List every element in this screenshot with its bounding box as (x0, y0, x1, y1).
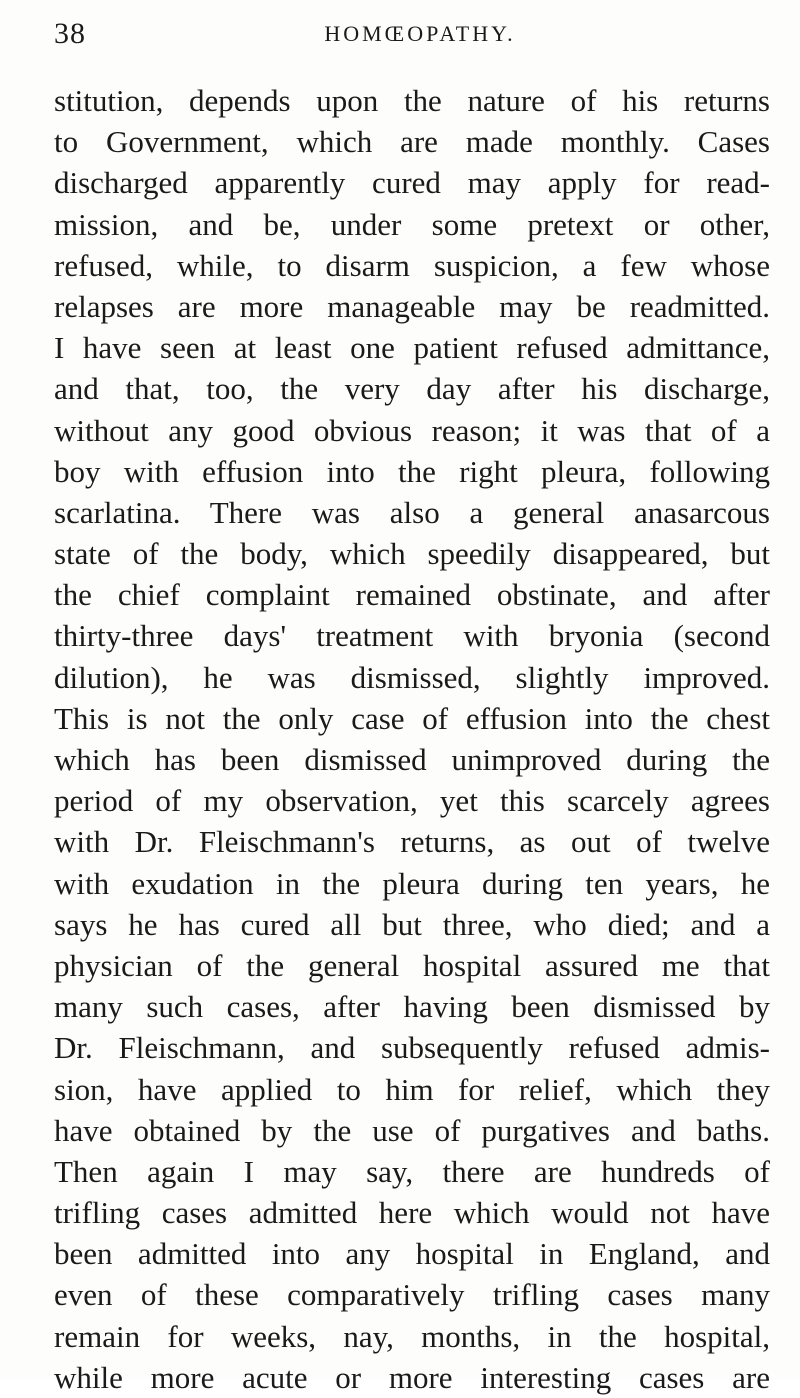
text-line: while more acute or more interesting cases are (54, 1359, 770, 1395)
text-line: period of my observation, yet this scarcely agrees (54, 783, 770, 819)
text-line: have obtained by the use of purgatives and baths. (54, 1112, 770, 1148)
text-line: Dr. Fleischmann, and subsequently refused admis- (54, 1030, 770, 1066)
text-line: refused, while, to disarm suspicion, a few whose (54, 247, 770, 283)
text-line: the chief complaint remained obstinate, and after (54, 577, 770, 613)
text-line: remain for weeks, nay, months, in the hospital, (54, 1318, 770, 1354)
text-line: without any good obvious reason; it was that of a (54, 412, 770, 448)
text-line: boy with effusion into the right pleura, following (54, 453, 770, 489)
text-line: Then again I may say, there are hundreds of (54, 1153, 770, 1189)
text-line: I have seen at least one patient refused admittance, (54, 330, 770, 366)
text-line: discharged apparently cured may apply for read- (54, 165, 770, 201)
text-line: dilution), he was dismissed, slightly improved. (54, 659, 770, 695)
text-line: relapses are more manageable may be readmitted. (54, 288, 770, 324)
text-line: which has been dismissed unimproved during the (54, 742, 770, 777)
text-line: state of the body, which speedily disappeared, but (54, 536, 770, 572)
text-line: stitution, depends upon the nature of his returns (54, 83, 770, 118)
body-text (54, 80, 770, 1398)
running-title: HOMŒOPATHY. (324, 21, 516, 46)
text-line: says he has cured all but three, who died; and a (54, 906, 770, 942)
text-line: many such cases, after having been dismissed by (54, 989, 770, 1025)
text-line: physician of the general hospital assured me that (54, 947, 770, 983)
text-line: This is not the only case of effusion into the chest (54, 700, 770, 736)
text-line: and that, too, the very day after his discharge, (54, 371, 770, 407)
text-line: to Government, which are made monthly. Cases (54, 124, 770, 160)
text-line: even of these comparatively trifling cases many (54, 1277, 770, 1313)
page-number: 38 (54, 17, 86, 50)
text-line: trifling cases admitted here which would not have (54, 1195, 770, 1231)
running-head (50, 12, 760, 56)
text-line: scarlatina. There was also a general anasarcous (54, 494, 770, 530)
text-line: thirty-three days' treatment with bryonia (second (54, 618, 770, 654)
text-line: with exudation in the pleura during ten years, he (54, 865, 770, 901)
text-line: been admitted into any hospital in England, and (54, 1236, 770, 1272)
text-line: with Dr. Fleischmann's returns, as out of twelve (54, 824, 770, 860)
text-line: sion, have applied to him for relief, which they (54, 1071, 770, 1107)
text-line: mission, and be, under some pretext or other, (54, 206, 770, 242)
